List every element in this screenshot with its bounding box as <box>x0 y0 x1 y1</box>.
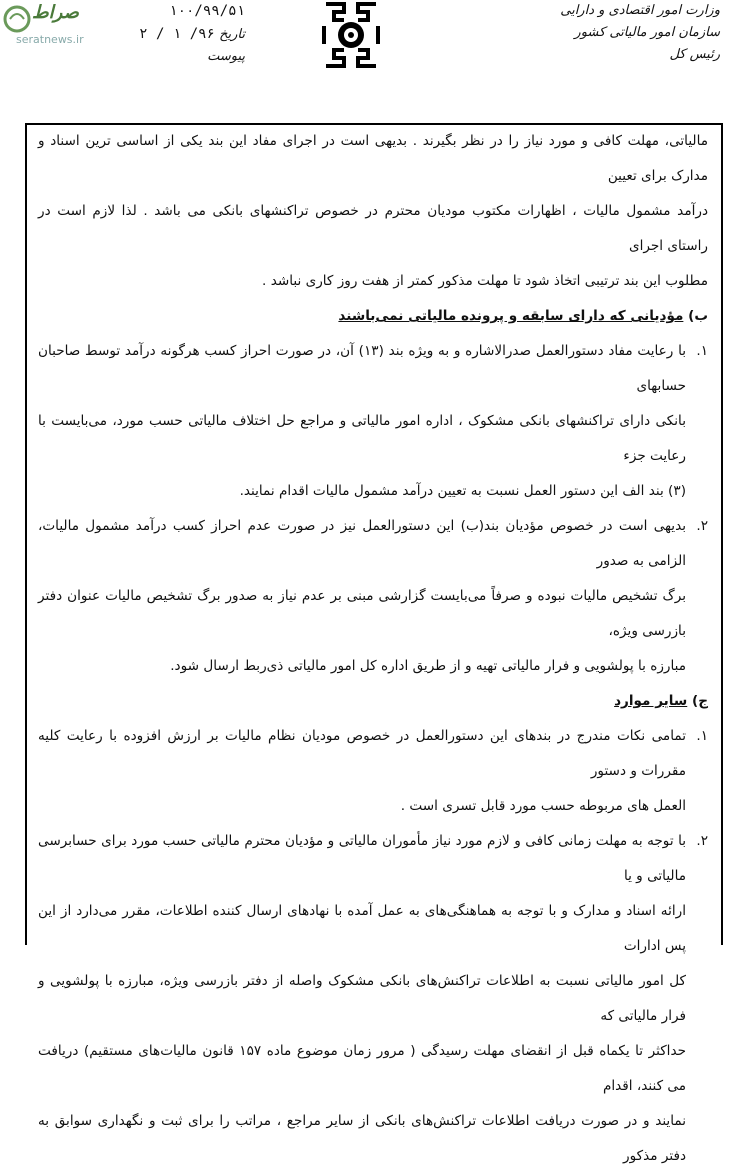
ministry-header <box>520 0 720 66</box>
item-line: بانکی دارای تراکنشهای بانکی مشکوک ، اداره امور مالیاتی و مراجع حل اختلاف مالیاتی حسب مورد، می‌بایست با رعایت جزء <box>38 413 686 464</box>
item-number: ۲. <box>696 833 708 849</box>
intro-line: مطلوب این بند ترتیبی اتخاذ شود تا مهلت مذکور کمتر از هفت روز کاری نباشد . <box>262 273 708 289</box>
section-b-title: مؤدیانی که دارای سابقه و پرونده مالیاتی نمی‌باشند <box>338 308 684 324</box>
item-line: ارائه اسناد و مدارک و با توجه به هماهنگی‌های به عمل آمده با نهادهای ارسال کننده اطلاعات، مقرر می‌دارد از این پس ادارات <box>38 903 686 954</box>
watermark-title: صراط <box>32 2 79 23</box>
section-b-heading <box>38 299 708 334</box>
item-line: (۳) بند الف این دستور العمل نسبت به تعیین درآمد مشمول مالیات اقدام نمایند. <box>239 483 686 499</box>
tax-organization-emblem <box>320 0 382 70</box>
item-line: با توجه به مهلت زمانی کافی و لازم مورد نیاز مأموران مالیاتی و مؤدیان محترم مالیاتی حسب مورد برای حسابرسی مالیاتی و یا <box>38 833 686 884</box>
section-c-letter: ج) <box>691 693 708 709</box>
item-line: کل امور مالیاتی نسبت به اطلاعات تراکنش‌های بانکی مشکوک واصله از دفتر بازرسی ویژه، مبارزه با پولشویی و فرار مالیاتی که <box>38 973 686 1024</box>
item-line: تمامی نکات مندرج در بندهای این دستورالعمل در خصوص مودیان نظام مالیات بر ارزش افزوده با رعایت کلیه مقررات و دستور <box>38 728 686 779</box>
attachment-row <box>95 46 245 68</box>
item-number: ۱. <box>696 343 708 359</box>
watermark-logo-icon <box>2 4 32 34</box>
item-number: ۲. <box>696 518 708 534</box>
attachment-label: پیوست <box>207 49 245 64</box>
item-line: نمایند و در صورت دریافت اطلاعات تراکنش‌های بانکی از سایر مراجع ، مراتب را برای ثبت و نگهداری سوابق به دفتر مذکور <box>38 1113 686 1164</box>
intro-line: مالیاتی، مهلت کافی و مورد نیاز را در نظر بگیرند . بدیهی است در اجرای مفاد این بند یکی از اساسی ترین اسناد و مدارک برای تعیین <box>38 133 708 184</box>
section-c-heading <box>38 684 708 719</box>
seratnews-watermark <box>2 0 92 50</box>
letter-body <box>38 124 708 1174</box>
section-b-item-2 <box>38 509 708 684</box>
item-line: حداکثر تا یکماه قبل از انقضای مهلت رسیدگی ( مرور زمان موضوع ماده ۱۵۷ قانون مالیات‌های مستقیم) دریافت می کنند، اقدام <box>38 1043 686 1094</box>
president-line: رئیس کل <box>669 47 720 62</box>
section-b-item-1 <box>38 334 708 509</box>
date-value: ۹۶/ ۱ / ۲ <box>139 26 215 42</box>
section-c-item-1 <box>38 719 708 824</box>
date-label: تاریخ <box>219 27 245 42</box>
section-b-letter: ب) <box>688 308 708 324</box>
item-line: برگ تشخیص مالیات نبوده و صرفاً می‌بایست گزارشی مبنی بر عدم نیاز به صدور برگ تشخیص مالیات عنوان دفتر بازرسی ویژه، <box>38 588 686 639</box>
intro-line: درآمد مشمول مالیات ، اظهارات مکتوب مودیان محترم در خصوص تراکنشهای بانکی می باشد . لذا لازم است در راستای اجرای <box>38 203 708 254</box>
date-row <box>95 23 245 46</box>
ministry-line: وزارت امور اقتصادی و دارایی <box>560 3 720 18</box>
item-line: مبارزه با پولشویی و فرار مالیاتی تهیه و از طریق اداره کل امور مالیاتی ذی‌ربط ارسال شود. <box>170 658 686 674</box>
item-number: ۱. <box>696 728 708 744</box>
section-c-title: سایر موارد <box>614 693 688 709</box>
organization-line: سازمان امور مالیاتی کشور <box>574 25 720 40</box>
item-line: العمل های مربوطه حسب مورد قابل تسری است . <box>400 798 686 814</box>
letter-number: ۱۰۰/۹۹/۵۱ <box>169 3 245 19</box>
letter-meta <box>95 0 245 68</box>
number-row <box>95 0 245 23</box>
item-line: با رعایت مفاد دستورالعمل صدرالاشاره و به ویژه بند (۱۳) آن، در صورت احراز کسب هرگونه درآمد توسط صاحبان حسابهای <box>38 343 686 394</box>
item-line: بدیهی است در خصوص مؤدیان بند(ب) این دستورالعمل نیز در صورت عدم احراز کسب درآمد مشمول مالیات، الزامی به صدور <box>38 518 686 569</box>
watermark-url: seratnews.ir <box>16 33 84 46</box>
section-c-item-2 <box>38 824 708 1174</box>
